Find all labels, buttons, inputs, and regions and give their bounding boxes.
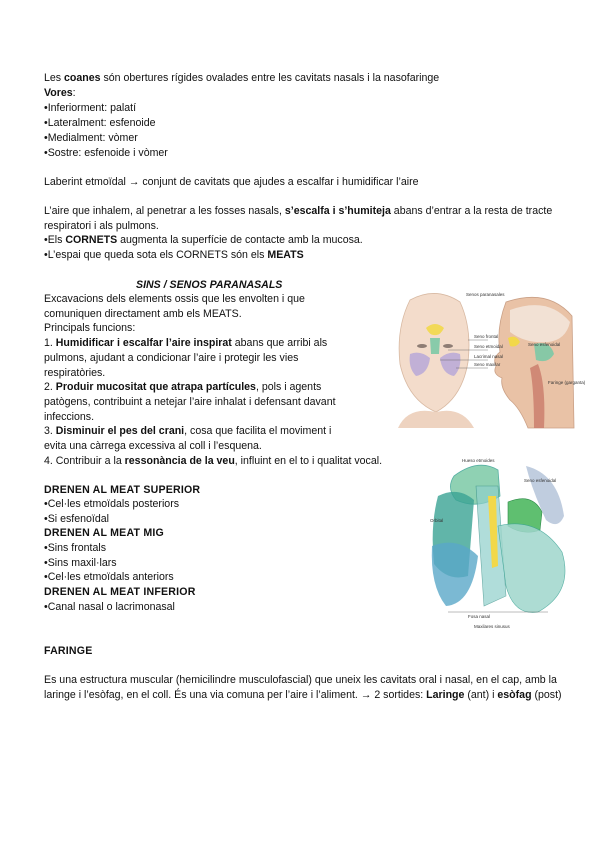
drenen-item: •Canal nasal o lacrimonasal [44,601,175,613]
faringe-post: (post) [531,689,562,701]
aire-bold: s’escalfa i s’humiteja [284,205,391,217]
vores-item-text: Sostre: esfenoide i vòmer [47,147,168,159]
eye-icon [417,344,427,348]
drenen-item: •Sins maxil·lars [44,557,117,569]
cornets-pre: Els [47,234,66,246]
paranasal-sinuses-illustration [388,288,586,430]
aire-pre: L’aire que inhalem, al penetrar a les fosses nasals, [44,205,285,217]
coanes-paragraph [44,71,439,86]
function-1-rest: abans que arribi als pulmons, ajudant a condicionar l’aire i protegir les vies respiratòries. [44,337,328,379]
vores-item-text: Inferiorment: palatí [47,102,137,114]
maxillary-sinus-model [498,524,565,613]
function-number: 1. [44,337,56,349]
figure-label: Fosa nasal [468,614,491,619]
figure-label: Orbital [430,518,444,523]
sinus-3d-figure [428,456,578,632]
meats-pre: L’espai que queda sota els CORNETS són els [47,249,268,261]
sins-intro: Excavacions dels elements ossis que les envolten i que comuniquen directament amb els MEATS. [44,293,305,320]
coanes-pre: Les [44,72,65,84]
faringe-mid: (ant) i [464,689,498,701]
figure-label: Seno etmoidal [474,344,503,349]
function-3 [44,424,354,454]
function-1 [44,336,344,381]
function-3-rest: , cosa que facilita el moviment i evita una càrrega excessiva al coll i l’esquena. [44,425,332,452]
vores-item-text: Medialment: vòmer [47,132,138,144]
faringe-pre: Es una estructura muscular (hemicilindre musculofascial) que uneix les cavitats oral i nasal, en el cap, amb la laringe i l’esòfag, en el coll. És una via comuna per l’aire i l’aliment. → 2 sortides: [44,674,557,701]
cornets-term: CORNETS [65,234,118,246]
drenen-item-text: Cel·les etmoïdals posteriors [47,498,180,510]
vores-item: •Sostre: esfenoide i vòmer [44,147,168,159]
function-2 [44,380,344,425]
cornets-bullet: •Els CORNETS augmenta la superfície de contacte amb la mucosa. [44,234,363,246]
aire-paragraph [44,204,560,234]
vores-colon: : [72,87,76,99]
sinus-3d-illustration [428,456,578,632]
drenen-item-text: Si esfenoïdal [47,513,109,525]
function-number: 3. [44,425,56,437]
sins-heading: SINS / SENOS PARANASALS [136,279,283,291]
meats-bullet: •L’espai que queda sota els CORNETS són els MEATS [44,249,304,261]
function-4-pre: 4. Contribuir a la [44,455,125,467]
vores-item-text: Lateralment: esfenoide [47,117,156,129]
function-3-bold: Disminuir el pes del crani [55,425,185,437]
function-number: 2. [44,381,56,393]
figure-label: Faringe (garganta) [548,380,586,385]
drenen-item-text: Sins maxil·lars [47,557,117,569]
drenen-inferior-heading: DRENEN AL MEAT INFERIOR [44,586,196,598]
faringe-paragraph [44,673,562,703]
figure-label: Lacrimal nasal [474,354,504,359]
faringe-heading: FARINGE [44,645,93,657]
vores-title: Vores [44,87,73,99]
esofag-term: esòfag [497,689,532,701]
figure-label: Seno maxilar [474,362,501,367]
lower-left-model [432,543,478,606]
function-2-rest: , pols i agents patògens, contribuint a netejar l’aire inhalat i defensant davant infeccions. [44,381,336,423]
coanes-term: coanes [64,72,101,84]
function-4-bold: ressonància de la veu [124,455,235,467]
figure-label: Senos paranasales [466,292,505,297]
drenen-item: •Cel·les etmoïdals posteriors [44,498,180,510]
drenen-item-text: Sins frontals [47,542,107,554]
drenen-item-text: Cel·les etmoïdals anteriors [47,571,174,583]
figure-label: Seno esfenoidal [524,478,557,483]
figure-label: Hueso etmoides [462,458,495,463]
eye-icon [443,344,453,348]
paranasal-sinuses-figure [388,288,586,430]
coanes-definition: són obertures rígides ovalades entre les cavitats nasals i la nasofaringe [100,72,440,84]
neck-front [398,411,474,428]
laringe-term: Laringe [426,689,465,701]
function-4 [44,454,382,469]
function-1-bold: Humidificar i escalfar l’aire inspirat [55,337,232,349]
function-2-bold: Produir mucositat que atrapa partícules [55,381,256,393]
figure-label: Seno esfenoidal [528,342,561,347]
vores-heading [44,86,76,101]
vores-item: •Lateralment: esfenoide [44,117,156,129]
principals-label: Principals funcions: [44,322,136,334]
meats-term: MEATS [267,249,304,261]
drenen-item: •Sins frontals [44,542,107,554]
function-4-rest: , influint en el to i qualitat vocal. [234,455,383,467]
drenen-item: •Si esfenoïdal [44,513,109,525]
vores-item: •Inferiorment: palatí [44,102,137,114]
laberint-line: Laberint etmoïdal → conjunt de cavitats que ajudes a escalfar i humidificar l’aire [44,176,419,188]
ethmoid-sinus [430,338,440,354]
vores-item: •Medialment: vòmer [44,132,138,144]
drenen-item-text: Canal nasal o lacrimonasal [47,601,175,613]
drenen-item: •Cel·les etmoïdals anteriors [44,571,174,583]
figure-label: Maxilares sinusus [474,624,510,629]
aire-post: abans d’entrar a la resta de tracte respiratori i als pulmons. [44,205,553,232]
drenen-mig-heading: DRENEN AL MEAT MIG [44,527,164,539]
figure-label: Seno frontal [474,334,499,339]
cornets-post: augmenta la superfície de contacte amb la mucosa. [117,234,363,246]
drenen-superior-heading: DRENEN AL MEAT SUPERIOR [44,484,201,496]
